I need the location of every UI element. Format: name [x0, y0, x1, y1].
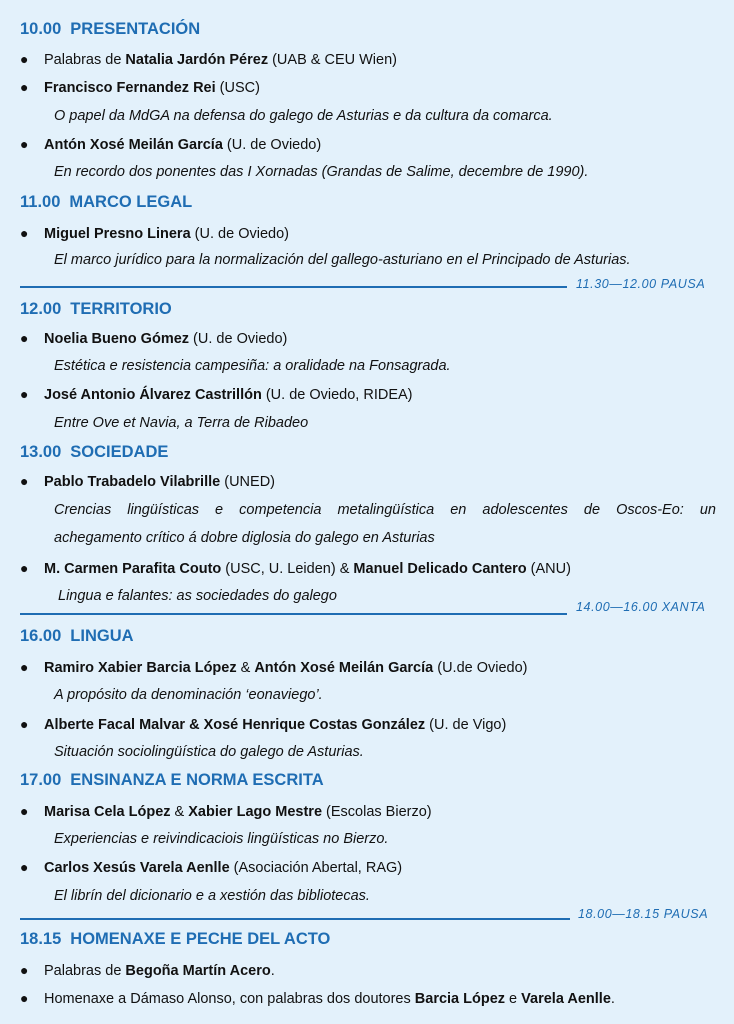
section-heading-sociedade — [20, 443, 168, 462]
talk-title: Lingua e falantes: as sociedades do galego — [58, 588, 337, 604]
divider-line — [20, 613, 567, 615]
bullet-icon: ● — [20, 716, 29, 732]
speaker-name: Carlos Xesús Varela Aenlle — [44, 860, 230, 876]
speaker-name: Begoña Martín Acero — [125, 963, 271, 979]
talk-title: Situación sociolingüística do galego de Asturias. — [54, 744, 364, 760]
speaker-affiliation-2: (U.de Oviedo) — [433, 660, 528, 676]
divider-line — [20, 918, 570, 920]
speaker-name: Alberte Facal Malvar & Xosé Henrique Costas González — [44, 717, 426, 733]
speaker-affiliation: e — [505, 991, 522, 1007]
speaker-affiliation: (Asociación Abertal, RAG) — [229, 860, 403, 876]
speaker-item — [20, 962, 275, 979]
section-title: TERRITORIO — [70, 300, 172, 318]
speaker-affiliation: . — [270, 963, 275, 979]
bullet-icon: ● — [20, 386, 29, 402]
speaker-affiliation: & — [170, 804, 189, 820]
speaker-affiliation: (U. de Oviedo, RIDEA) — [261, 387, 413, 403]
speaker-affiliation: (USC, U. Leiden) & — [221, 561, 354, 577]
speaker-affiliation-2: . — [610, 991, 615, 1007]
speaker-affiliation-2: (ANU) — [526, 561, 571, 577]
section-title: LINGUA — [70, 627, 134, 645]
talk-title: Estética e resistencia campesiña: a oralidade na Fonsagrada. — [54, 358, 451, 374]
bullet-icon: ● — [20, 473, 29, 489]
bullet-icon: ● — [20, 225, 29, 241]
speaker-item — [20, 330, 287, 347]
speaker-affiliation: (USC) — [215, 80, 260, 96]
speaker-name: Pablo Trabadelo Vilabrille — [44, 474, 221, 490]
section-title: HOMENAXE E PECHE DEL ACTO — [70, 930, 331, 948]
speaker-item — [20, 79, 260, 96]
speaker-affiliation: (UNED) — [220, 474, 275, 490]
section-heading-homenaxe — [20, 930, 330, 949]
speaker-name-2: Manuel Delicado Cantero — [353, 561, 527, 577]
section-title: SOCIEDADE — [70, 443, 169, 461]
bullet-icon: ● — [20, 136, 29, 152]
speaker-name: Antón Xosé Meilán García — [44, 137, 223, 153]
bullet-icon: ● — [20, 659, 29, 675]
section-title: MARCO LEGAL — [69, 193, 193, 211]
section-time: 17.00 — [20, 771, 62, 789]
speaker-prefix: Palabras de — [44, 963, 126, 979]
talk-title: En recordo dos ponentes das I Xornadas (Grandas de Salime, decembre de 1990). — [54, 164, 589, 180]
speaker-name-2: Varela Aenlle — [521, 991, 611, 1007]
speaker-name: M. Carmen Parafita Couto — [44, 561, 222, 577]
speaker-name: Noelia Bueno Gómez — [44, 331, 190, 347]
speaker-name: Francisco Fernandez Rei — [44, 80, 216, 96]
speaker-prefix: Homenaxe a Dámaso Alonso, con palabras dos doutores — [44, 991, 415, 1007]
speaker-affiliation-2: (Escolas Bierzo) — [322, 804, 432, 820]
speaker-affiliation: & — [236, 660, 255, 676]
speaker-affiliation: (U. de Oviedo) — [189, 331, 288, 347]
pause-label: 14.00—16.00 XANTA — [576, 600, 706, 614]
section-heading-ensinanza — [20, 771, 324, 790]
section-time: 13.00 — [20, 443, 62, 461]
speaker-item — [20, 473, 275, 490]
talk-title: El librín del dicionario e a xestión das bibliotecas. — [54, 888, 370, 904]
speaker-item — [20, 859, 402, 876]
talk-title-line-1: Crencias lingüísticas e competencia metalingüística en adolescentes de Oscos-Eo: un — [54, 502, 716, 518]
bullet-icon: ● — [20, 330, 29, 346]
speaker-name: Miguel Presno Linera — [44, 226, 191, 242]
section-heading-marco-legal — [20, 193, 192, 212]
pause-label: 11.30—12.00 PAUSA — [576, 277, 706, 291]
speaker-name: José Antonio Álvarez Castrillón — [44, 387, 262, 403]
talk-title-line-2: achegamento crítico á dobre diglosia do galego en Asturias — [54, 530, 435, 546]
bullet-icon: ● — [20, 803, 29, 819]
section-time: 10.00 — [20, 20, 62, 38]
speaker-item — [20, 803, 432, 820]
speaker-item — [20, 136, 321, 153]
talk-title: A propósito da denominación ‘eonaviego’. — [54, 687, 323, 703]
speaker-name-2: Xabier Lago Mestre — [188, 804, 323, 820]
section-heading-presentacion — [20, 20, 200, 39]
speaker-prefix: Palabras de — [44, 52, 126, 68]
speaker-item — [20, 659, 528, 676]
speaker-item — [20, 990, 615, 1007]
section-time: 12.00 — [20, 300, 62, 318]
speaker-item — [20, 51, 397, 68]
talk-title: O papel da MdGA na defensa do galego de Asturias e da cultura da comarca. — [54, 108, 553, 124]
section-title: ENSINANZA E NORMA ESCRITA — [70, 771, 324, 789]
pause-label: 18.00—18.15 PAUSA — [578, 907, 709, 921]
speaker-name-2: Antón Xosé Meilán García — [254, 660, 434, 676]
bullet-icon: ● — [20, 990, 29, 1006]
talk-title: Experiencias e reivindicaciois lingüísticas no Bierzo. — [54, 831, 389, 847]
talk-title: El marco jurídico para la normalización del gallego-asturiano en el Principado de Asturias. — [54, 252, 631, 268]
bullet-icon: ● — [20, 859, 29, 875]
speaker-item — [20, 225, 289, 242]
speaker-affiliation: (UAB & CEU Wien) — [268, 52, 397, 68]
bullet-icon: ● — [20, 51, 29, 67]
section-heading-lingua — [20, 627, 134, 646]
speaker-name: Ramiro Xabier Barcia López — [44, 660, 237, 676]
bullet-icon: ● — [20, 962, 29, 978]
speaker-name: Barcia López — [414, 991, 506, 1007]
section-title: PRESENTACIÓN — [70, 20, 201, 38]
divider-line — [20, 286, 567, 288]
speaker-affiliation: (U. de Oviedo) — [190, 226, 289, 242]
section-heading-territorio — [20, 300, 172, 319]
speaker-name: Marisa Cela López — [44, 804, 171, 820]
speaker-affiliation: (U. de Vigo) — [425, 717, 507, 733]
speaker-name: Natalia Jardón Pérez — [125, 52, 269, 68]
section-time: 11.00 — [20, 193, 61, 211]
bullet-icon: ● — [20, 79, 29, 95]
speaker-item — [20, 560, 571, 577]
section-time: 16.00 — [20, 627, 62, 645]
speaker-item — [20, 386, 413, 403]
bullet-icon: ● — [20, 560, 29, 576]
speaker-item — [20, 716, 506, 733]
talk-title: Entre Ove et Navia, a Terra de Ribadeo — [54, 415, 309, 431]
section-time: 18.15 — [20, 930, 62, 948]
speaker-affiliation: (U. de Oviedo) — [222, 137, 322, 153]
